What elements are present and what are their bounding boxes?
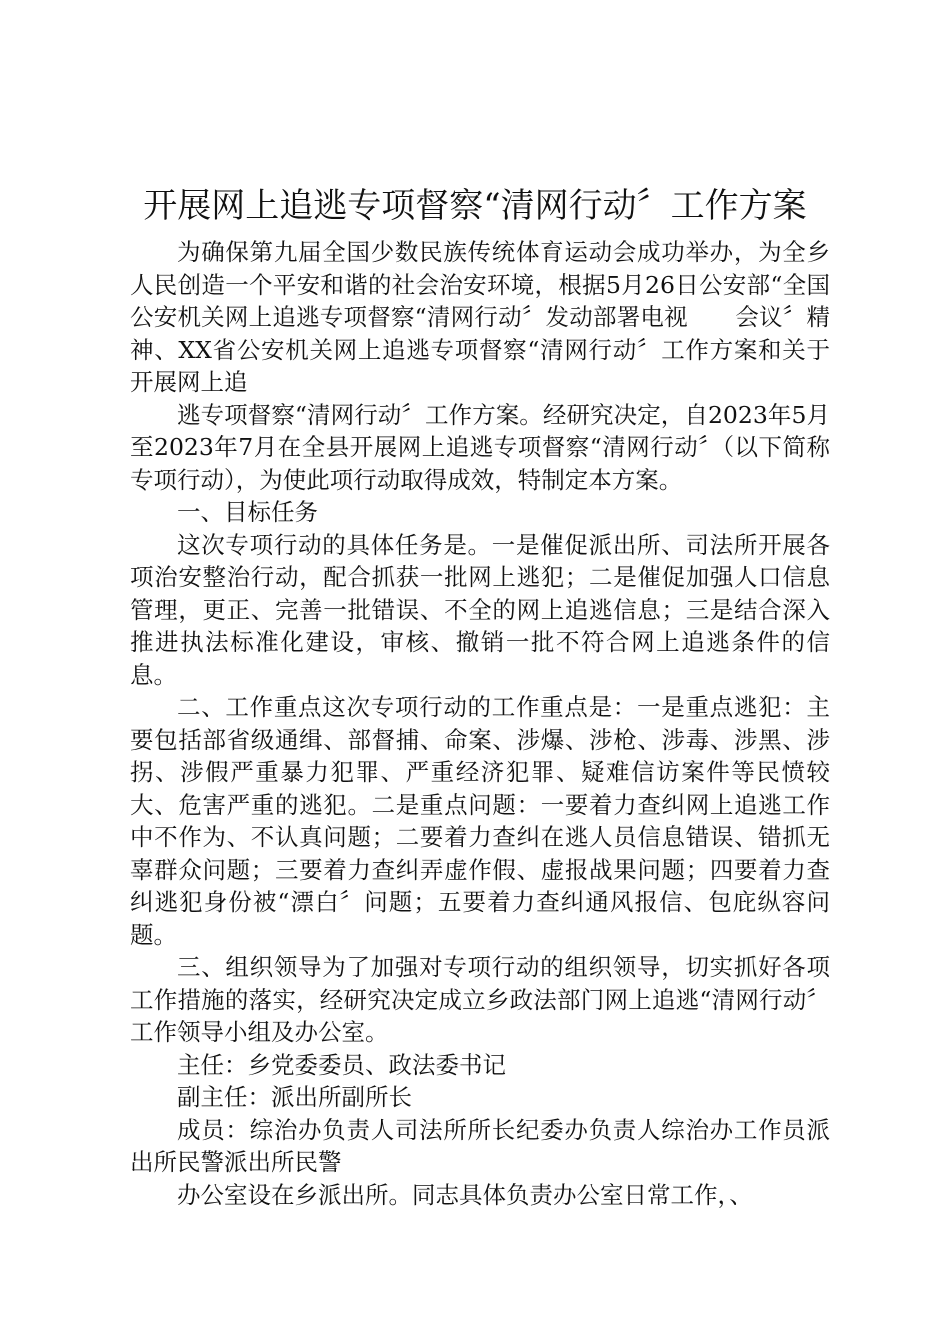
section-heading-goals: 一、目标任务	[177, 498, 318, 526]
paragraph-director: 主任：乡党委委员、政法委书记	[177, 1050, 506, 1079]
paragraph-deputy-director: 副主任：派出所副所长	[177, 1083, 412, 1111]
paragraph-intro: 为确保第九届全国少数民族传统体育运动会成功举办，为全乡人民创造一个平安和谐的社会治安环境，根据5月26日公安部“全国公安机关网上追逃专项督察“清网行动〞发动部署电视 会议〞精神、XX省公安机关网上追逃专项督察“清网行动〞工作方案和关于开展网上追	[130, 238, 830, 396]
paragraph-key-points: 二、工作重点这次专项行动的工作重点是：一是重点逃犯：主要包括部省级通缉、部督捕、命案、涉爆、涉枪、涉毒、涉黑、涉拐、涉假严重暴力犯罪、严重经济犯罪、疑难信访案件等民愤较大、危害严重的逃犯。二是重点问题：一要着力查纠网上追逃工作中不作为、不认真问题；二要着力查纠在逃人员信息错误、错抓无辜群众问题；三要着力查纠弄虚作假、虚报战果问题；四要着力查纠逃犯身份被“漂白〞问题；五要着力查纠通风报信、包庇纵容问题。	[130, 693, 830, 949]
document-body	[130, 236, 830, 1211]
paragraph-intro-continued: 逃专项督察“清网行动〞工作方案。经研究决定，自2023年5月至2023年7月在全县开展网上追逃专项督察“清网行动〞（以下简称专项行动），为使此项行动取得成效，特制定本方案。	[130, 400, 830, 494]
paragraph-members: 成员：综治办负责人司法所所长纪委办负责人综治办工作员派出所民警派出所民警	[130, 1115, 830, 1176]
paragraph-goals: 这次专项行动的具体任务是。一是催促派出所、司法所开展各项治安整治行动，配合抓获一批网上逃犯；二是催促加强人口信息管理，更正、完善一批错误、不全的网上追逃信息；三是结合深入推进执法标准化建设，审核、撤销一批不符合网上追逃条件的信息。	[130, 530, 830, 689]
paragraph-organization: 三、组织领导为了加强对专项行动的组织领导，切实抓好各项工作措施的落实，经研究决定成立乡政法部门网上追逃“清网行动〞工作领导小组及办公室。	[130, 953, 830, 1046]
paragraph-office: 办公室设在乡派出所。同志具体负责办公室日常工作，、	[177, 1180, 753, 1209]
document-title: 开展网上追逃专项督察“清网行动〞工作方案	[143, 186, 807, 226]
